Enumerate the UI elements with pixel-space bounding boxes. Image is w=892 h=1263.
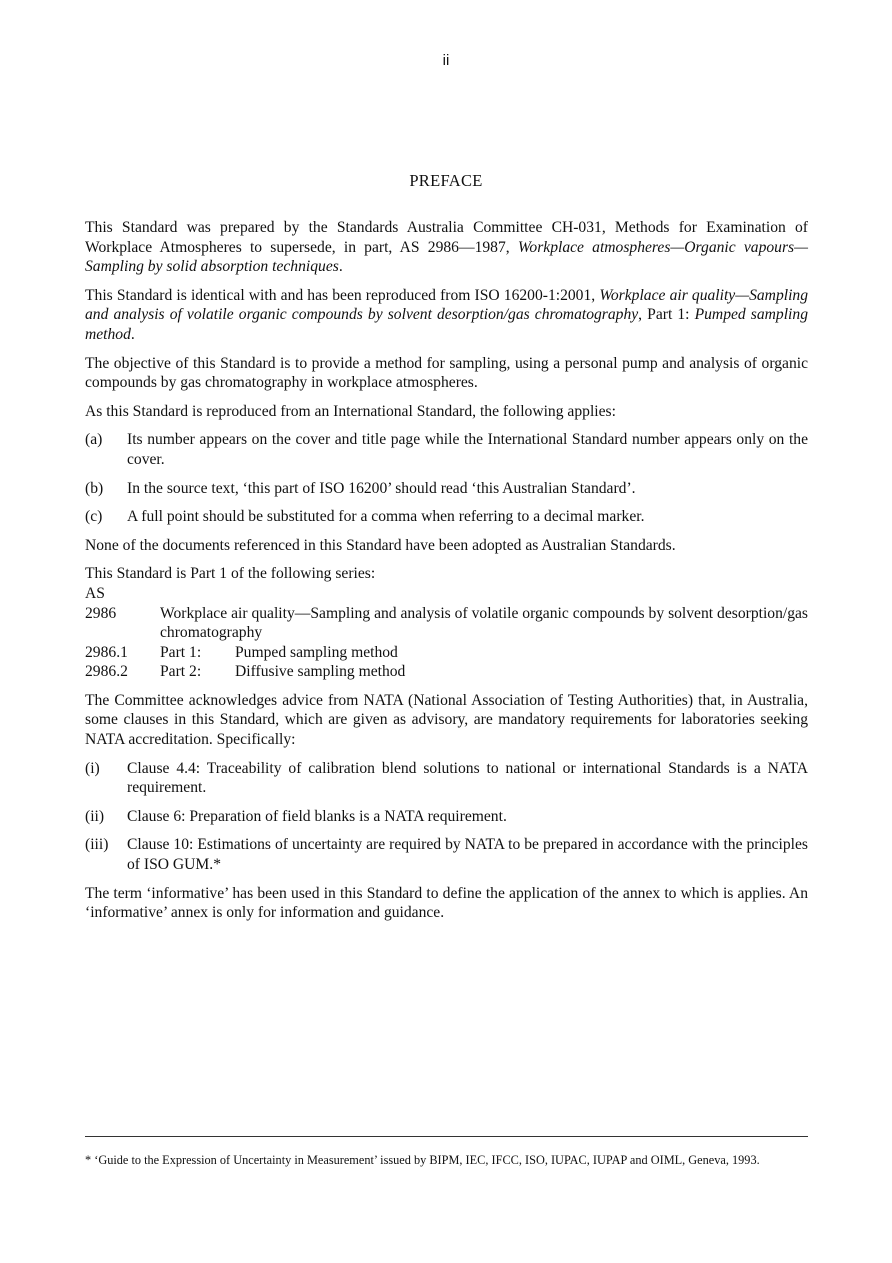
- list-item: [85, 759, 808, 798]
- paragraph-text: , Part 1:: [638, 306, 695, 324]
- paragraph-objective: The objective of this Standard is to provide a method for sampling, using a personal pump and analysis of organic compounds by gas chromatography in workplace atmospheres.: [85, 354, 808, 392]
- series-number: 2986.1: [85, 643, 128, 661]
- paragraph-text: This Standard is identical with and has been reproduced from ISO 16200-1:2001,: [85, 286, 600, 304]
- list-label: (a): [85, 431, 103, 449]
- nata-list: [85, 759, 808, 875]
- paragraph-series-intro: This Standard is Part 1 of the following series:: [85, 565, 376, 583]
- iso-part-title: Pumped sampling method: [85, 306, 808, 343]
- list-text: Clause 6: Preparation of field blanks is a NATA requirement.: [127, 807, 507, 825]
- series-part: Part 2:: [160, 663, 202, 681]
- series-header: AS: [85, 584, 105, 602]
- footnote-text: * ‘Guide to the Expression of Uncertainty in Measurement’ issued by BIPM, IEC, IFCC, ISO, IUPAC, IUPAP and OIML, Geneva, 1993.: [85, 1153, 760, 1167]
- series-number: 2986: [85, 604, 117, 622]
- series-row: [85, 604, 808, 643]
- page-title: PREFACE: [409, 171, 483, 190]
- series-part: Part 1:: [160, 643, 202, 661]
- paragraph-text: .: [338, 258, 343, 276]
- paragraph-identical: [85, 286, 808, 345]
- superseded-standard-title: Workplace atmospheres—Organic vapours—Sampling by solid absorption techniques: [85, 238, 808, 276]
- series-row: [85, 662, 808, 682]
- list-item: [85, 507, 808, 527]
- list-label: (i): [85, 759, 100, 777]
- series-number: 2986.2: [85, 663, 128, 681]
- footnote: [85, 1152, 808, 1169]
- list-text: Clause 10: Estimations of uncertainty are required by NATA to be prepared in accordance with the principles of ISO GUM.*: [127, 836, 808, 874]
- series-title: Diffusive sampling method: [235, 663, 406, 681]
- list-label: (c): [85, 508, 103, 526]
- list-text: Its number appears on the cover and title page while the International Standard number appears only on the cover.: [127, 431, 808, 468]
- paragraph-not-adopted: None of the documents referenced in this Standard have been adopted as Australian Standards.: [85, 536, 676, 554]
- paragraph-supersedes: [85, 218, 808, 277]
- page-number: ii: [442, 52, 450, 69]
- series-title: Pumped sampling method: [235, 643, 398, 661]
- series-row: [85, 643, 808, 663]
- list-text: Clause 4.4: Traceability of calibration blend solutions to national or international Standards is a NATA requirement.: [127, 759, 808, 797]
- paragraph-nata: The Committee acknowledges advice from NATA (National Association of Testing Authorities) that, in Australia, some clauses in this Standard, which are given as advisory, are mandatory requirements for laboratories seeking NATA accreditation. Specifically:: [85, 691, 808, 749]
- list-item: [85, 479, 808, 499]
- paragraph-text: .: [130, 325, 135, 343]
- series-title: Workplace air quality—Sampling and analysis of volatile organic compounds by solvent desorption/gas chromatography: [160, 604, 808, 642]
- list-item: [85, 430, 808, 469]
- paragraph-text: This Standard was prepared by the Standards Australia Committee CH-031, Methods for Examination of Workplace Atmospheres to supersede, in part, AS 2986—1987,: [85, 219, 808, 256]
- list-item: [85, 807, 808, 827]
- applies-list: [85, 430, 808, 526]
- paragraph-applies: As this Standard is reproduced from an International Standard, the following applies:: [85, 402, 616, 420]
- list-label: (b): [85, 479, 104, 497]
- iso-standard-title: Workplace air quality—Sampling and analysis of volatile organic compounds by solvent desorption/gas chromatography: [85, 286, 808, 324]
- list-item: [85, 835, 808, 874]
- list-label: (ii): [85, 807, 105, 825]
- list-text: A full point should be substituted for a comma when referring to a decimal marker.: [127, 508, 645, 526]
- list-text: In the source text, ‘this part of ISO 16200’ should read ‘this Australian Standard’.: [127, 479, 636, 497]
- footnote-divider: [85, 1136, 808, 1137]
- preface-body: [85, 218, 808, 932]
- list-label: (iii): [85, 836, 109, 854]
- series-table: [85, 584, 808, 682]
- paragraph-informative: The term ‘informative’ has been used in this Standard to define the application of the annex to which is applies. An ‘informative’ annex is only for information and guidance.: [85, 884, 808, 922]
